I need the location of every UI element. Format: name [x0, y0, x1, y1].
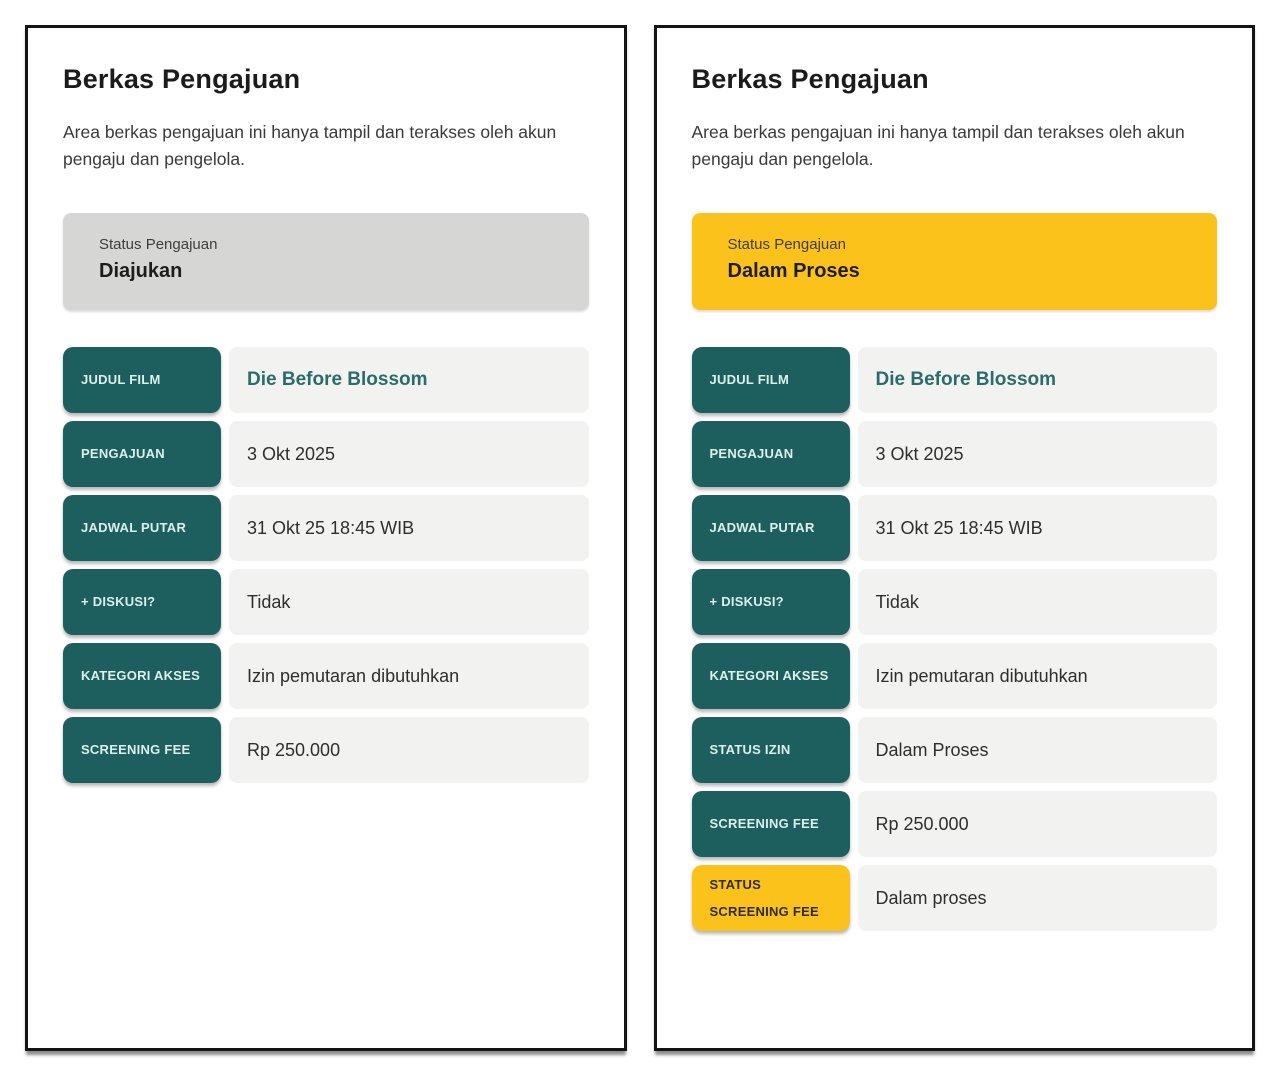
status-label: Status Pengajuan — [99, 236, 218, 253]
row-label: JUDUL FILM — [63, 347, 221, 413]
row-label: PENGAJUAN — [692, 421, 850, 487]
row-value: 3 Okt 2025 — [229, 421, 589, 487]
status-label: Status Pengajuan — [727, 236, 846, 253]
row-label: STATUS IZIN — [692, 717, 850, 783]
row-value: Rp 250.000 — [858, 791, 1218, 857]
status-pengajuan-box — [63, 213, 589, 310]
detail-row-kategori-akses — [692, 643, 1218, 709]
card-description: Area berkas pengajuan ini hanya tampil dan terakses oleh akun pengaju dan pengelola. — [691, 122, 1185, 169]
detail-row-pengajuan — [692, 421, 1218, 487]
row-label: JADWAL PUTAR — [63, 495, 221, 561]
detail-rows — [63, 347, 589, 783]
row-value: Rp 250.000 — [229, 717, 589, 783]
card-title: Berkas Pengajuan — [63, 64, 301, 94]
row-value: Izin pemutaran dibutuhkan — [858, 643, 1218, 709]
detail-row-jadwal-putar — [692, 495, 1218, 561]
status-value: Dalam Proses — [727, 260, 860, 282]
berkas-pengajuan-card-diajukan — [25, 25, 627, 1051]
row-value: Die Before Blossom — [858, 347, 1218, 413]
row-label: JUDUL FILM — [692, 347, 850, 413]
detail-row-diskusi — [63, 569, 589, 635]
row-label: PENGAJUAN — [63, 421, 221, 487]
detail-row-pengajuan — [63, 421, 589, 487]
detail-row-status-izin — [692, 717, 1218, 783]
row-label: KATEGORI AKSES — [692, 643, 850, 709]
row-value: Tidak — [858, 569, 1218, 635]
row-value: 31 Okt 25 18:45 WIB — [858, 495, 1218, 561]
detail-row-status-screening-fee — [692, 865, 1218, 931]
row-label: + DISKUSI? — [63, 569, 221, 635]
berkas-pengajuan-card-dalam-proses — [654, 25, 1256, 1051]
row-value: Izin pemutaran dibutuhkan — [229, 643, 589, 709]
row-value: Dalam proses — [858, 865, 1218, 931]
detail-rows — [692, 347, 1218, 931]
status-pengajuan-box — [692, 213, 1218, 310]
row-label: + DISKUSI? — [692, 569, 850, 635]
detail-row-kategori-akses — [63, 643, 589, 709]
row-label: SCREENING FEE — [692, 791, 850, 857]
row-value: 31 Okt 25 18:45 WIB — [229, 495, 589, 561]
detail-row-diskusi — [692, 569, 1218, 635]
detail-row-screening-fee — [692, 791, 1218, 857]
row-value: Dalam Proses — [858, 717, 1218, 783]
row-label: KATEGORI AKSES — [63, 643, 221, 709]
card-description: Area berkas pengajuan ini hanya tampil dan terakses oleh akun pengaju dan pengelola. — [63, 122, 557, 169]
row-label: JADWAL PUTAR — [692, 495, 850, 561]
detail-row-judul-film — [63, 347, 589, 413]
row-label: STATUS SCREENING FEE — [692, 865, 850, 931]
row-label: SCREENING FEE — [63, 717, 221, 783]
detail-row-judul-film — [692, 347, 1218, 413]
detail-row-screening-fee — [63, 717, 589, 783]
row-value: Tidak — [229, 569, 589, 635]
row-value: 3 Okt 2025 — [858, 421, 1218, 487]
status-value: Diajukan — [99, 260, 183, 282]
detail-row-jadwal-putar — [63, 495, 589, 561]
card-title: Berkas Pengajuan — [691, 64, 929, 94]
row-value: Die Before Blossom — [229, 347, 589, 413]
